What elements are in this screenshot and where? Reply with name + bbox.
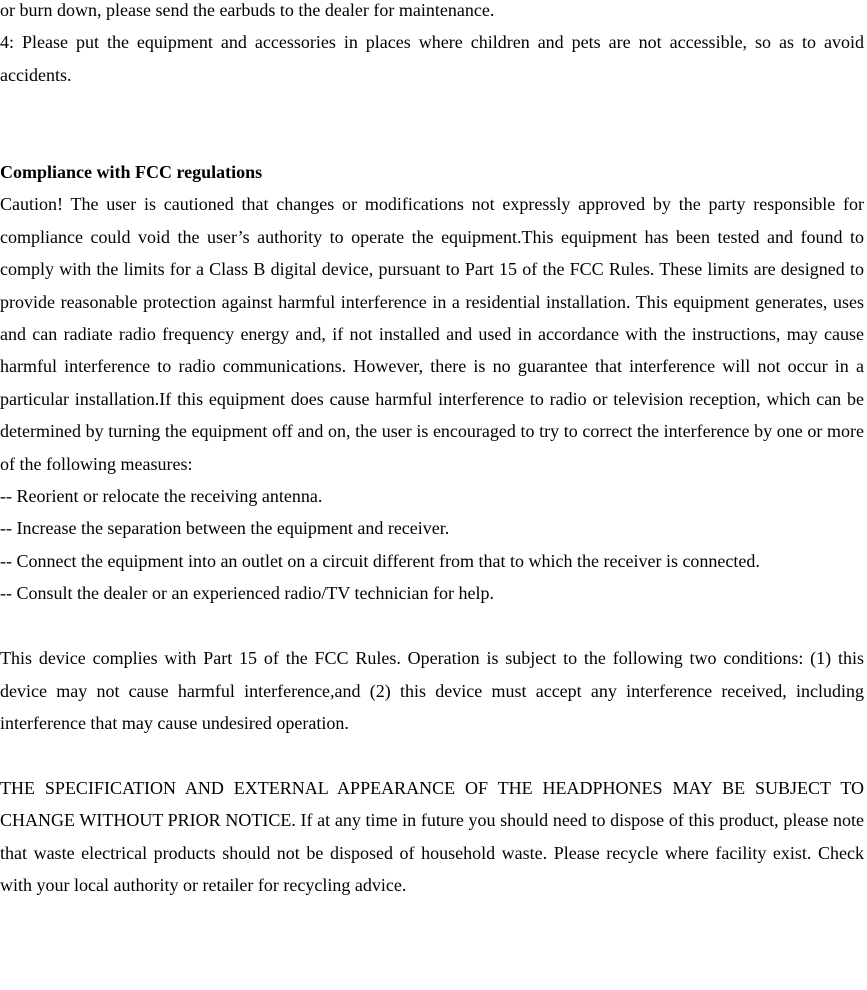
spacer: [0, 91, 864, 156]
spacer: [0, 610, 864, 642]
measure-item: -- Connect the equipment into an outlet on a circuit different from that to which the receiver is connected.: [0, 550, 760, 571]
fcc-caution-paragraph: Caution! The user is cautioned that changes or modifications not expressly approved by the party responsible for compliance could void the user’s authority to operate the equipment.This equipment has been tested and found to comply with the limits for a Class B digital device, pursuant to Part 15 of the FCC Rules. These limits are designed to provide reasonable protection against harmful interference in a residential installation. This equipment generates, uses and can radiate radio frequency energy and, if not installed and used in accordance with the instructions, may cause harmful interference to radio communications. However, there is no guarantee that interference will not occur in a particular installation.If this equipment does cause harmful interference to radio or television reception, which can be determined by turning the equipment off and on, the user is encouraged to try to correct the interference by one or more of the following measures:: [0, 194, 864, 474]
measure-item: -- Increase the separation between the equipment and receiver.: [0, 518, 450, 539]
spacer: [0, 739, 864, 771]
fcc-heading: Compliance with FCC regulations: [0, 162, 263, 183]
intro-line: or burn down, please send the earbuds to the dealer for maintenance.: [0, 0, 495, 20]
measure-item: -- Reorient or relocate the receiving antenna.: [0, 486, 323, 507]
part15-statement: This device complies with Part 15 of the FCC Rules. Operation is subject to the following two conditions: (1) this device may not cause harmful interference,and (2) this device must accept any interference received, including interference that may cause undesired operation.: [0, 648, 864, 733]
intro-item-4: 4: Please put the equipment and accessories in places where children and pets are not accessible, so as to avoid accidents.: [0, 32, 864, 85]
specification-notice: THE SPECIFICATION AND EXTERNAL APPEARANCE OF THE HEADPHONES MAY BE SUBJECT TO CHANGE WITHOUT PRIOR NOTICE. If at any time in future you should need to dispose of this product, please note that waste electrical products should not be disposed of household waste. Please recycle where facility exist. Check with your local authority or retailer for recycling advice.: [0, 777, 864, 895]
measure-item: -- Consult the dealer or an experienced radio/TV technician for help.: [0, 583, 494, 604]
